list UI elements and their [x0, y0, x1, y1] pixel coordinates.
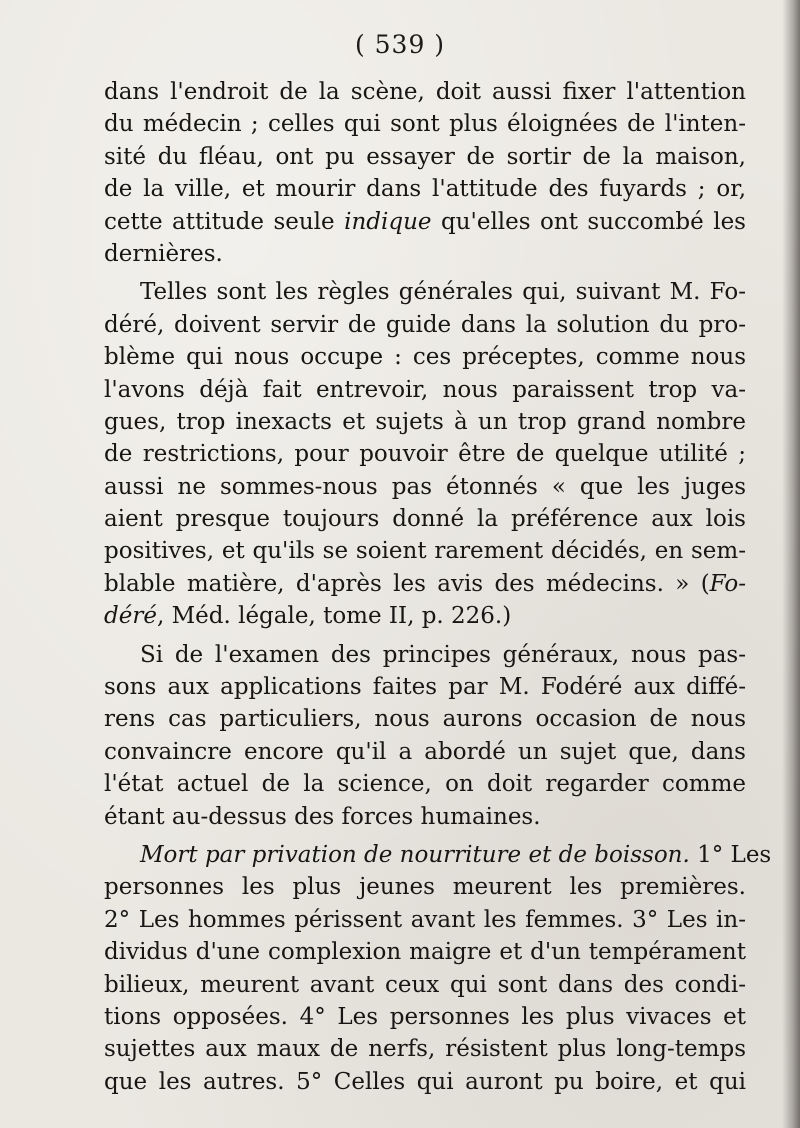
- page-number: ( 539 ): [354, 30, 446, 59]
- text-line: étant au-dessus des forces humaines.: [104, 803, 541, 830]
- text-line: dernières.: [104, 240, 223, 267]
- text-line: [104, 839, 772, 871]
- text-line: du médecin ; celles qui sont plus éloignées de l'inten-: [104, 111, 746, 138]
- text-line: [104, 206, 746, 238]
- text-run: qu'elles ont succombé les: [431, 208, 746, 235]
- text-run: cette attitude seule: [104, 208, 345, 235]
- text-line: [104, 600, 746, 632]
- text-line: positives, et qu'ils se soient rarement décidés, en sem-: [104, 538, 746, 565]
- text-line: Telles sont les règles générales qui, suivant M. Fo-: [140, 279, 746, 306]
- text-line: l'état actuel de la science, on doit regarder comme: [104, 771, 746, 798]
- text-line: 2° Les hommes périssent avant les femmes. 3° Les in-: [104, 906, 746, 933]
- text-line: rens cas particuliers, nous aurons occasion de nous: [104, 706, 746, 733]
- text-line: l'avons déjà fait entrevoir, nous paraissent trop va-: [104, 376, 746, 403]
- italic-run: indique: [344, 208, 432, 235]
- text-line: blème qui nous occupe : ces préceptes, comme nous: [104, 344, 746, 371]
- text-line: bilieux, meurent avant ceux qui sont dans des condi-: [104, 971, 746, 998]
- text-run: blable matière, d'après les avis des médecins. » (: [104, 570, 710, 597]
- text-line: dividus d'une complexion maigre et d'un tempérament: [104, 939, 746, 966]
- text-line: aussi ne sommes-nous pas étonnés « que les juges: [104, 473, 746, 500]
- text-line: dans l'endroit de la scène, doit aussi fixer l'attention: [104, 79, 746, 105]
- text-line: sons aux applications faites par M. Fodéré aux diffé-: [104, 674, 746, 701]
- text-line: [104, 568, 746, 600]
- italic-run: Fo-: [709, 570, 746, 597]
- text-line: Si de l'examen des principes généraux, nous pas-: [140, 641, 746, 668]
- text-run: 1° Les: [689, 841, 772, 868]
- italic-run: Mort par privation de nourriture et de boisson.: [140, 841, 690, 868]
- page-edge-shadow: [782, 0, 800, 1128]
- text-line: personnes les plus jeunes meurent les premières.: [104, 874, 746, 901]
- text-line: sité du fléau, ont pu essayer de sortir de la maison,: [104, 143, 746, 170]
- text-line: que les autres. 5° Celles qui auront pu boire, et qui: [104, 1068, 746, 1095]
- text-run: , Méd. légale, tome II, p. 226.): [156, 603, 512, 630]
- text-line: convaincre encore qu'il a abordé un sujet que, dans: [104, 738, 746, 765]
- text-line: aient presque toujours donné la préférence aux lois: [104, 506, 746, 533]
- text-line: gues, trop inexacts et sujets à un trop grand nombre: [104, 408, 746, 435]
- body-text: [104, 76, 772, 1098]
- text-line: sujettes aux maux de nerfs, résistent plus long-temps: [104, 1036, 746, 1063]
- text-line: de la ville, et mourir dans l'attitude des fuyards ; or,: [104, 176, 746, 203]
- text-line: déré, doivent servir de guide dans la solution du pro-: [104, 311, 746, 338]
- text-line: de restrictions, pour pouvoir être de quelque utilité ;: [104, 441, 746, 468]
- text-line: tions opposées. 4° Les personnes les plus vivaces et: [104, 1003, 746, 1030]
- italic-run: déré: [104, 603, 157, 630]
